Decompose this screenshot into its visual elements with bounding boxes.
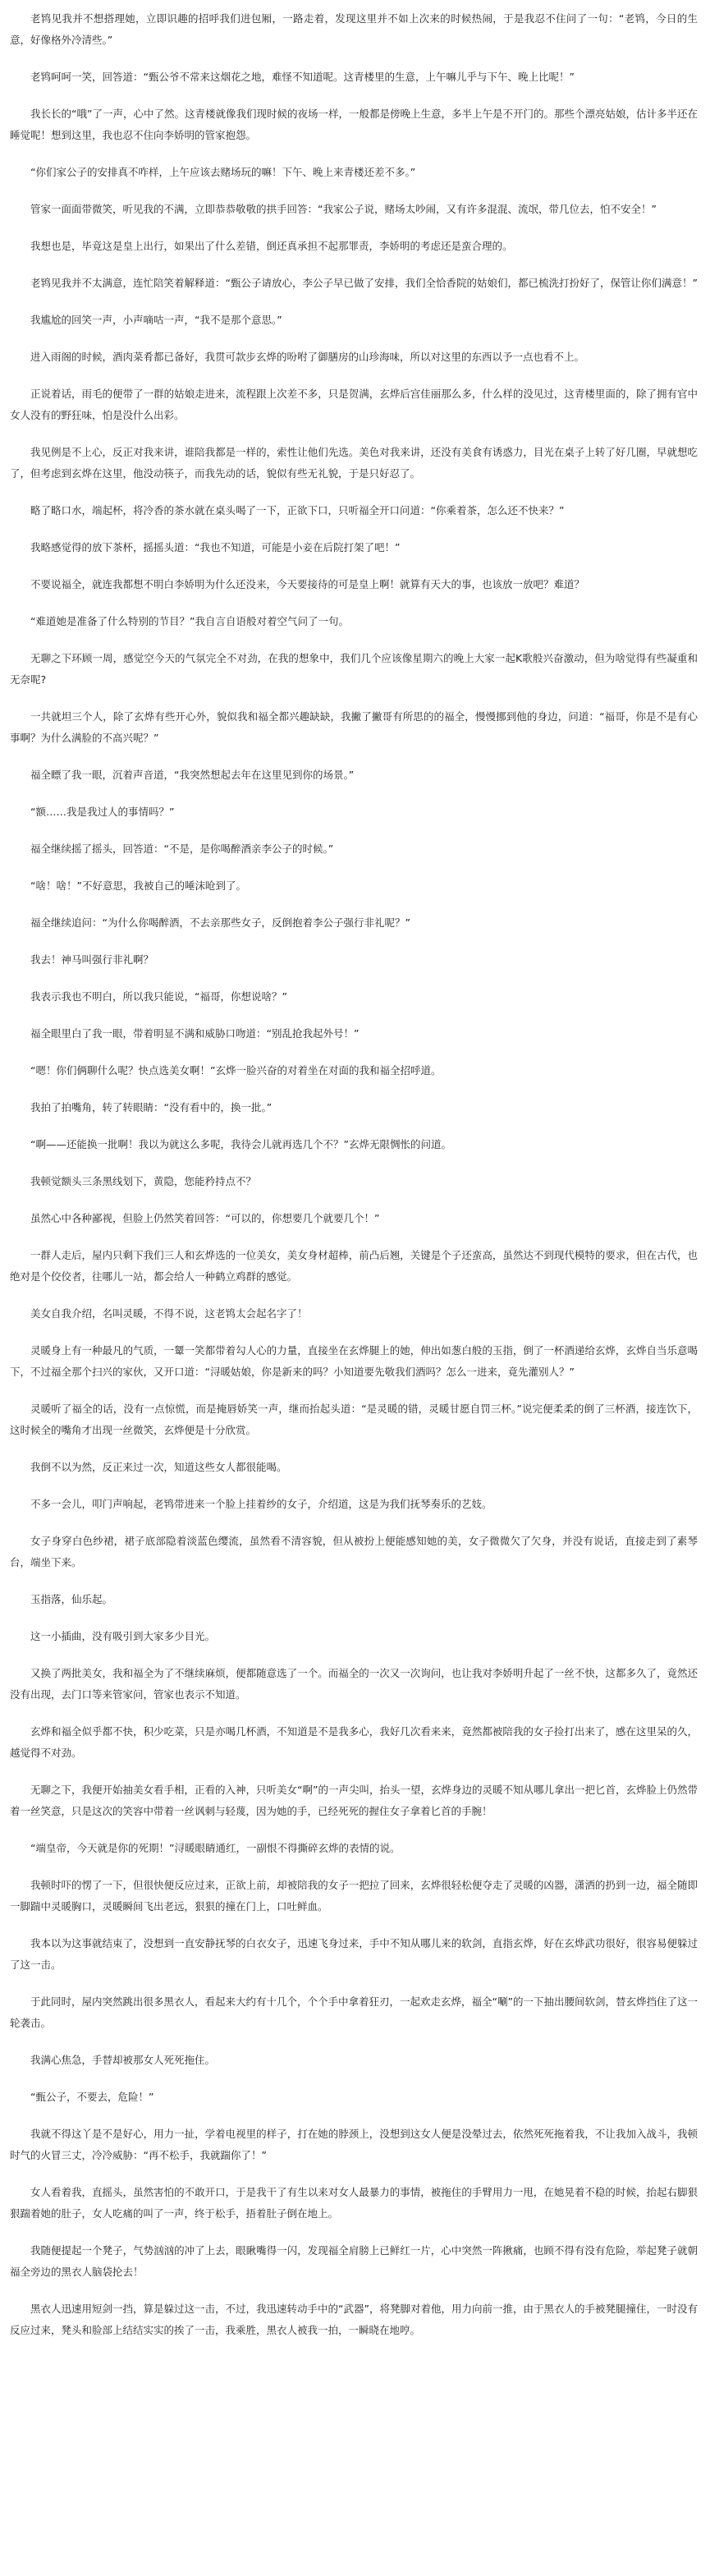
paragraph: 我略感觉得的放下茶杯，摇摇头道：“我也不知道，可能是小妾在后院打架了吧！” <box>30 541 401 553</box>
paragraph: 美女自我介绍，名叫灵暖，不得不说，这老鸨太会起名字了！ <box>30 1307 308 1320</box>
paragraph: 玄烨和福全似乎都不快，积少吃菜，只是亦喝几杯酒，不知道是不是我多心，我好几次看来来，竟然都被陪我的女子捡打出来了，感在这里呆的久，越觉得不对劲。 <box>10 1725 698 1759</box>
paragraph: 福全继续摇了摇头，回答道：“不是，是你喝醉酒亲李公子的时候。” <box>30 843 334 855</box>
paragraph: “嗯！你们俩聊什么呢？快点选美女啊！”玄烨一脸兴奋的对着坐在对面的我和福全招呼道。 <box>30 1064 442 1077</box>
paragraph: 灵暖听了福全的话，没有一点惊慌，而是掩唇娇笑一声，继而抬起头道：“是灵暖的错，灵暖甘愿自罚三杯。”说完便柔柔的倒了三杯酒，接连饮下，这时候全的嘴角才出现一丝微笑，玄烨便是十分欣赏。 <box>10 1403 698 1436</box>
paragraph: 我去！神马叫强行非礼啊？ <box>30 953 154 966</box>
paragraph: “啥！啥！”不好意思，我被自己的唾沫呛到了。 <box>30 879 246 892</box>
paragraph: 我本以为这事就结束了，没想到一直安静抚琴的白衣女子，迅速飞身过来，手中不知从哪儿来的软剑，直指玄烨，好在玄烨武功很好，很容易便躲过了这一击。 <box>10 1937 698 1971</box>
paragraph: 我见例是不上心，反正对我来讲，谁陪我都是一样的，索性让他们先选。美色对我来讲，还没有美食有诱惑力，目光在桌子上转了好几圈，早就想吃了，但考虑到玄烨在这里，他没动筷子，而我先动的话，貌似有些无礼貌，于是只好忍了。 <box>10 446 698 480</box>
paragraph: 无聊之下，我便开始抽美女看手相，正看的入神，只听美女“啊”的一声尖叫，抬头一望，玄烨身边的灵暖不知从哪儿拿出一把匕首，玄烨脸上仍然带着一丝笑意，只是这次的笑容中带着一丝讽刺与轻蔑，因为她的手，已经死死的握住女子拿着匕首的手腕！ <box>10 1784 698 1817</box>
paragraph: 我长长的“哦”了一声，心中了然。这青楼就像我们现时候的夜场一样，一般都是傍晚上生意，多半上午是不开门的。那些个漂亮姑娘，估计多半还在睡觉呢！想到这里，我也忍不住向李娇明的管家抱怨。 <box>10 108 698 141</box>
paragraph: 我顿觉额头三条黑线划下，黄隐，您能矜持点不？ <box>30 1175 257 1187</box>
paragraph: 我表示我也不明白，所以我只能说，“福哥，你想说啥？” <box>30 990 287 1003</box>
paragraph: 老鸨见我并不太满意，连忙陪笑着解释道：“甄公子请放心，李公子早已做了安排，我们全恰香院的姑娘们，都已梳洗打扮好了，保管让你们满意！” <box>30 277 698 289</box>
article-body <box>10 8 698 2357</box>
paragraph: 这一小插曲，没有吸引到大家多少目光。 <box>30 1630 216 1642</box>
paragraph: 女人看着我，直摇头，虽然害怕的不敢开口，于是我干了有生以来对女人最暴力的事情，被拖住的手臂用力一甩，在她晃着不稳的时候，抬起右脚狠狠踹着她的肚子，女人吃痛的叫了一声，终于松手，捂着肚子倒在地上。 <box>10 2186 698 2220</box>
paragraph: 不多一会儿，叩门声响起，老鸨带进来一个脸上挂着纱的女子，介绍道，这是为我们抚琴奏乐的艺妓。 <box>30 1498 492 1510</box>
paragraph: 我倒不以为然，反正来过一次，知道这些女人都很能喝。 <box>30 1461 287 1473</box>
paragraph: 我就不得这丫是不是好心，用力一扯，学着电视里的样子，打在她的脖颈上，没想到这女人便是没晕过去，依然死死拖着我，不让我加入战斗，我顿时气的火冒三丈，冷冷威胁：“再不松手，我就踹你了！” <box>10 2128 698 2161</box>
paragraph: 玉指落，仙乐起。 <box>30 1593 113 1605</box>
paragraph: 正说着话，雨毛的便带了一群的姑娘走进来，流程跟上次差不多，只是贺满，玄烨后宫佳丽那么多，什么样的没见过，这青楼里面的，除了拥有官中女人没有的野狂味，怕是没什么出彩。 <box>10 388 698 421</box>
paragraph: 灵暖身上有一种最凡的气质，一颦一笑都带着勾人心的力量，直接坐在玄烨腿上的她，伸出如葱白般的玉指，倒了一杯酒递给玄烨，玄烨自当乐意喝下，不过福全那个扫兴的家伙，又开口道：“浔暖姑娘，你是新来的吗？小知道要先敬我们酒吗？怎么一进来，竟先灌别人？” <box>10 1344 698 1378</box>
paragraph: 于此同时，屋内突然跳出很多黑衣人，看起来大约有十几个，个个手中拿着狂刃，一起欢走玄烨，福全“唰”的一下抽出腰间软剑，替玄烨挡住了这一轮袭击。 <box>10 1995 698 2029</box>
paragraph: 我随便提起一个凳子，气势汹汹的冲了上去，眼瞅嘴得一闪，发现福全肩膀上已鲜红一片，心中突然一阵揪痛，也顾不得有没有危险，举起凳子就朝福全旁边的黑衣人脑袋抡去！ <box>10 2244 698 2278</box>
paragraph: 一共就坦三个人，除了玄烨有些开心外，貌似我和福全都兴趣缺缺，我撇了撇哥有所思的的福全，慢慢挪到他的身边，问道：“福哥，你是不是有心事啊？为什么满脸的不高兴呢？” <box>10 710 698 744</box>
paragraph: 我满心焦急，手替却被那女人死死拖住。 <box>30 2054 216 2066</box>
paragraph: 略了略口水，端起杯，将冷香的茶水就在桌头喝了一下，正欲下口，只听福全开口问道：“你乘着茶，怎么还不快来？” <box>30 504 565 517</box>
paragraph: 黑衣人迅速用短剑一挡，算是躲过这一击，不过，我迅速转动手中的“武器”，将凳脚对着他，用力向前一推，由于黑衣人的手被凳腿撞住，一时没有反应过来，凳头和脸部上结结实实的挨了一击，我乘胜，黑衣人被我一拍，一瞬晓在地哼。 <box>10 2303 698 2336</box>
paragraph: “难道她是准备了什么特别的节目？”我自言自语般对着空气问了一句。 <box>30 615 349 627</box>
paragraph: 进入雨阁的时候，酒肉菜肴都已备好，我贯可款步玄烨的吩咐了御膳房的山珍海味，所以对这里的东西以予一点也看不上。 <box>30 351 585 363</box>
paragraph: 不要说福全，就连我都想不明白李娇明为什么还没来，今天要接待的可是皇上啊！就算有天大的事，也该放一放吧？难道？ <box>30 578 585 590</box>
paragraph: 福全瞟了我一眼，沉着声音道，“我突然想起去年在这里见到你的场景。” <box>30 769 355 781</box>
paragraph: 我顿时吓的愣了一下，但很快便反应过来，正欲上前，却被陪我的女子一把拉了回来，玄烨很轻松便夺走了灵暖的凶器，潇洒的扔到一边，福全随即一脚踹中灵暖胸口，灵暖瞬间飞出老远，狠狠的撞在门上，口吐鲜血。 <box>10 1879 698 1912</box>
paragraph: 管家一面面带微笑，听见我的不满，立即恭恭敬敬的拱手回答：“我家公子说，赌场太吵闹，又有许多混混、流氓，带几位去，怕不安全！” <box>30 203 657 215</box>
paragraph: 无聊之下环顾一周，感觉空今天的气氛完全不对劲，在我的想象中，我们几个应该像星期六的晚上大家一起K歌般兴奋激动，但为啥觉得有些凝重和无奈呢? <box>10 652 698 686</box>
paragraph: 一群人走后，屋内只剩下我们三人和玄烨选的一位美女，美女身材超棒，前凸后翘，关键是个子还蛮高，虽然达不到现代模特的要求，但在古代，也绝对是个佼佼者，往哪儿一站，都会给人一种鹤立鸡群的感觉。 <box>10 1249 698 1283</box>
paragraph: 女子身穿白色纱裙，裙子底部隐着淡蓝色缨流，虽然看不清容貌，但从被扮上便能感知她的美，女子微微欠了欠身，并没有说话，直接走到了素琴台，端坐下来。 <box>10 1535 698 1568</box>
paragraph: “甄公子，不要去，危险！” <box>30 2091 154 2103</box>
paragraph: “端皇帝，今天就是你的死期！”浔暖眼睛通红，一副恨不得撕碎玄烨的表情的说。 <box>30 1842 401 1854</box>
paragraph: “你们家公子的安排真不咋样，上午应该去赌场玩的嘛！下午、晚上来青楼还差不多。” <box>30 166 416 178</box>
paragraph: 福全继续追问：“为什么你喝醉酒，不去亲那些女子，反倒抱着李公子强行非礼呢？” <box>30 916 410 929</box>
paragraph: 我想也是，毕竟这是皇上出行，如果出了什么差错，倒还真承担不起那罪责，李娇明的考虑还是蛮合理的。 <box>30 240 513 252</box>
paragraph: “额……我是我过人的事情吗？” <box>30 806 175 818</box>
paragraph: 福全眼里白了我一眼，带着明显不满和威胁口吻道：“别乱抢我起外号！” <box>30 1027 360 1040</box>
paragraph: 虽然心中各种鄙视，但脸上仍然笑着回答：“可以的，你想要几个就要几个！” <box>30 1212 380 1224</box>
paragraph: 我拍了拍嘴角，转了转眼睛：“没有看中的，换一批。” <box>30 1101 273 1114</box>
paragraph: 我尴尬的回笑一声，小声嘀咕一声，“我不是那个意思。” <box>30 314 282 326</box>
paragraph: 又换了两批美女，我和福全为了不继续麻烦，便都随意选了一个。而福全的一次又一次询问，也让我对李娇明升起了一丝不快，这都多久了，竟然还没有出现，去门口等来管家问，管家也表示不知道。 <box>10 1667 698 1701</box>
paragraph: “啊——还能换一批啊！我以为就这么多呢，我待会儿就再选几个不？”玄烨无限惆怅的问道。 <box>30 1138 451 1150</box>
paragraph: 老鸨见我并不想搭理她，立即识趣的招呼我们进包厢，一路走着，发现这里并不如上次来的时候热闹，于是我忍不住问了一句：“老鸨，今日的生意，好像格外冷清些。” <box>10 12 698 46</box>
paragraph: 老鸨呵呵一笑，回答道：“甄公爷不常来这烟花之地，难怪不知道呢。这青楼里的生意，上午嘛儿乎与下午、晚上比呢！” <box>30 71 575 83</box>
